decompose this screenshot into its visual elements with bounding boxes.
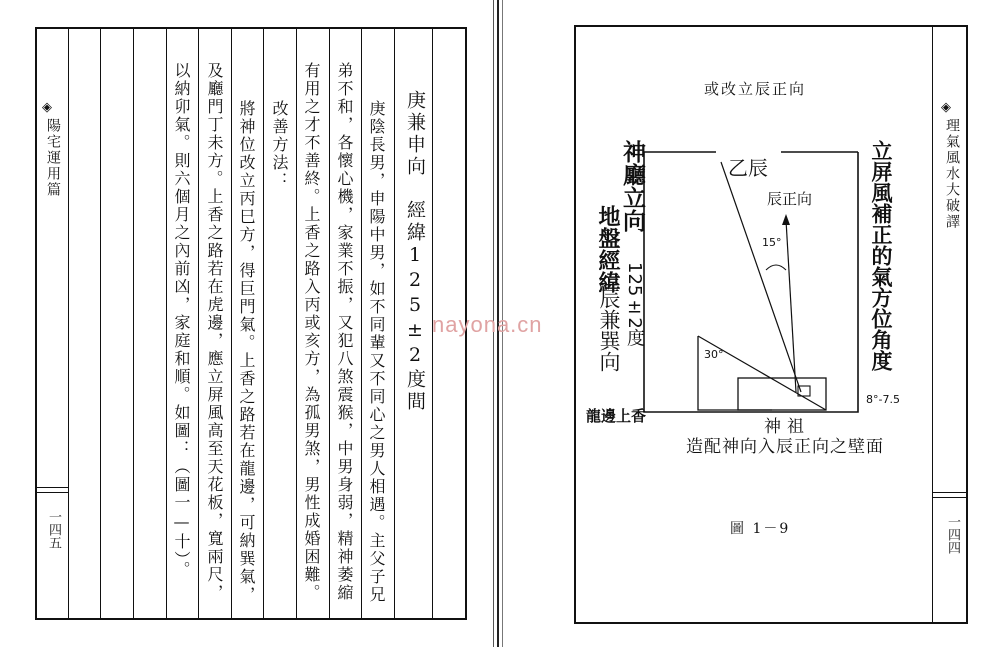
watermark: nayona.cn bbox=[432, 312, 543, 337]
right-sidebar-rule-1 bbox=[932, 492, 966, 493]
label-long-shang-xiang: 龍邊上香 bbox=[586, 407, 647, 425]
right-sidebar-rule-2 bbox=[932, 497, 966, 498]
left-note-1: 神廳立向 bbox=[619, 140, 645, 232]
column-rule bbox=[100, 27, 101, 620]
angle-arc bbox=[766, 265, 786, 270]
body-column-4: 改善方法： bbox=[270, 100, 289, 190]
chen-arrow-head bbox=[782, 214, 790, 225]
body-column-7: 以納卯氣。則六個月之內前凶，家庭和順。如圖：（圖一—十）。 bbox=[172, 62, 191, 579]
column-rule bbox=[133, 27, 134, 620]
left-note-4: 辰兼巽向 bbox=[597, 288, 621, 372]
diagram-top-title: 或改立辰正向 bbox=[704, 80, 807, 98]
column-rule bbox=[198, 27, 199, 620]
body-column-2: 弟不和，各懷心機，家業不振，又犯八煞震猴，中男身弱，精神萎縮 bbox=[335, 62, 354, 602]
chen-direction-line bbox=[786, 220, 796, 392]
right-page-number: 一四四 bbox=[945, 515, 960, 554]
body-column-5: 將神位改立丙巳方，得巨門氣。上香之路若在龍邊，可納巽氣， bbox=[237, 100, 256, 604]
right-frame-top bbox=[574, 25, 968, 27]
body-column-1: 庚陰長男，申陽中男，如不同輩又不同心之男人相遇。主父子兄 bbox=[367, 100, 386, 604]
column-rule bbox=[263, 27, 264, 620]
figure-caption: 圖 1－9 bbox=[730, 521, 791, 537]
label-yichen: 乙辰 bbox=[728, 156, 768, 180]
label-shenzu: 神祖 bbox=[764, 417, 810, 437]
left-sidebar-rule-2 bbox=[35, 492, 69, 493]
left-sidebar-title: 陽宅運用篇 bbox=[45, 118, 61, 198]
right-sidebar-title: 理氣風水大破譯 bbox=[944, 118, 960, 230]
body-column-6: 及廳門丁未方。上香之路若在虎邊，應立屏風高至天花板，寬兩尺， bbox=[205, 62, 224, 602]
column-rule bbox=[329, 27, 330, 620]
left-note-3: 125±2度 bbox=[624, 262, 645, 347]
left-note-2: 地盤經緯 bbox=[595, 205, 620, 293]
column-rule bbox=[166, 27, 167, 620]
column-rule bbox=[296, 27, 297, 620]
column-rule bbox=[231, 27, 232, 620]
label-angle-30: 30° bbox=[704, 348, 724, 361]
section-heading: 庚兼申向 經緯125±2度間 bbox=[404, 90, 426, 413]
label-angle-8-75: 8°-7.5 bbox=[866, 393, 900, 406]
bottom-note: 造配神向入辰正向之壁面 bbox=[686, 437, 884, 457]
column-rule bbox=[394, 27, 395, 620]
column-rule bbox=[361, 27, 362, 620]
right-frame-right bbox=[966, 25, 968, 624]
altar-box bbox=[738, 378, 826, 410]
label-chen-direction: 辰正向 bbox=[767, 190, 813, 208]
left-frame-left bbox=[35, 27, 37, 620]
room-outline bbox=[644, 152, 858, 412]
label-angle-15: 15° bbox=[762, 236, 782, 249]
right-frame-bottom bbox=[574, 622, 968, 624]
body-column-3: 有用之才不善終。上香之路入丙或亥方，為孤男煞，男性成婚困難。 bbox=[302, 62, 321, 602]
left-sidebar-rule-1 bbox=[35, 487, 69, 488]
right-note: 立屏風補正的氣方位角度 bbox=[869, 140, 893, 371]
left-sidebar-divider bbox=[68, 27, 69, 620]
left-sidebar-marker: ◈ bbox=[42, 100, 52, 115]
left-page-number: 一四五 bbox=[46, 510, 61, 549]
right-sidebar-divider bbox=[932, 25, 933, 624]
right-sidebar-marker: ◈ bbox=[941, 100, 951, 115]
